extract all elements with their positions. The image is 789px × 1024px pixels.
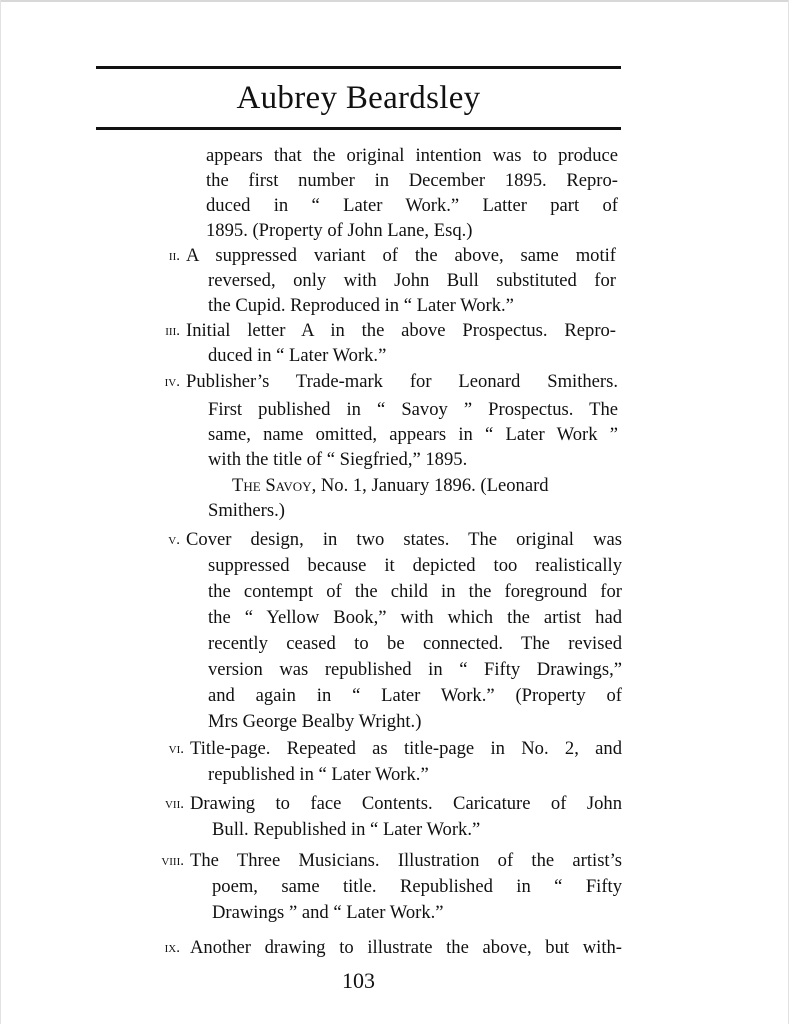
entry-line: Another drawing to illustrate the above, but with- (190, 937, 622, 958)
entry-line: Mrs George Bealby Wright.) (208, 711, 422, 732)
entry-line: the first number in December 1895. Repro- (206, 170, 618, 191)
entry-line: Bull. Republished in “ Later Work.” (212, 819, 481, 840)
section-heading-continued: Smithers.) (208, 500, 285, 521)
entry-line: Drawing to face Contents. Caricature of John (190, 793, 622, 814)
section-heading-name: The Savoy (232, 475, 312, 496)
entry-line: and again in “ Later Work.” (Property of (208, 685, 622, 706)
section-heading-detail: , No. 1, January 1896. (Leonard (311, 475, 549, 496)
entry-line: The Three Musicians. Illustration of the artist’s (190, 850, 622, 871)
entry-numeral: ii. (168, 248, 180, 264)
entry-line: A suppressed variant of the above, same motif (186, 245, 616, 266)
header-rule-top (96, 66, 621, 69)
section-heading (232, 473, 549, 499)
entry-numeral: ix. (164, 940, 180, 956)
entry-line: reversed, only with John Bull substituted for (208, 270, 616, 291)
entry-numeral: vii. (164, 796, 184, 812)
entry-line: duced in “ Later Work.” Latter part of (206, 195, 618, 216)
entry-line: Cover design, in two states. The original was (186, 529, 622, 550)
entry-line: Drawings ” and “ Later Work.” (212, 902, 444, 923)
entry-line: the contempt of the child in the foreground for (208, 581, 622, 602)
entry-line: recently ceased to be connected. The revised (208, 633, 622, 654)
entry-numeral: vi. (168, 741, 184, 757)
entry-line: poem, same title. Republished in “ Fifty (212, 876, 622, 897)
entry-numeral: v. (168, 532, 180, 548)
viewer-frame-top (0, 0, 789, 2)
entry-line: the “ Yellow Book,” with which the artist had (208, 607, 622, 628)
entry-line: Publisher’s Trade-mark for Leonard Smithers. (186, 371, 618, 392)
entry-line: same, name omitted, appears in “ Later Work ” (208, 424, 618, 445)
entry-line: Initial letter A in the above Prospectus. Repro- (186, 320, 616, 341)
entry-line: First published in “ Savoy ” Prospectus. The (208, 399, 618, 420)
entry-numeral: iii. (165, 323, 180, 339)
entry-line: duced in “ Later Work.” (208, 345, 387, 366)
entry-line: Title-page. Repeated as title-page in No. 2, and (190, 738, 622, 759)
entry-numeral: iv. (164, 374, 180, 390)
entry-line: republished in “ Later Work.” (208, 764, 429, 785)
entry-line: version was republished in “ Fifty Drawings,” (208, 659, 622, 680)
page-number: 103 (342, 968, 375, 993)
viewer-frame-left (0, 0, 1, 1024)
entry-line: the Cupid. Reproduced in “ Later Work.” (208, 295, 514, 316)
running-head: Aubrey Beardsley (236, 80, 481, 116)
entry-numeral: viii. (161, 853, 184, 869)
entry-line: appears that the original intention was to produce (206, 145, 618, 166)
header-rule-bottom (96, 127, 621, 130)
entry-line: suppressed because it depicted too realistically (208, 555, 622, 576)
entry-line: 1895. (Property of John Lane, Esq.) (206, 220, 473, 241)
entry-line: with the title of “ Siegfried,” 1895. (208, 449, 468, 470)
